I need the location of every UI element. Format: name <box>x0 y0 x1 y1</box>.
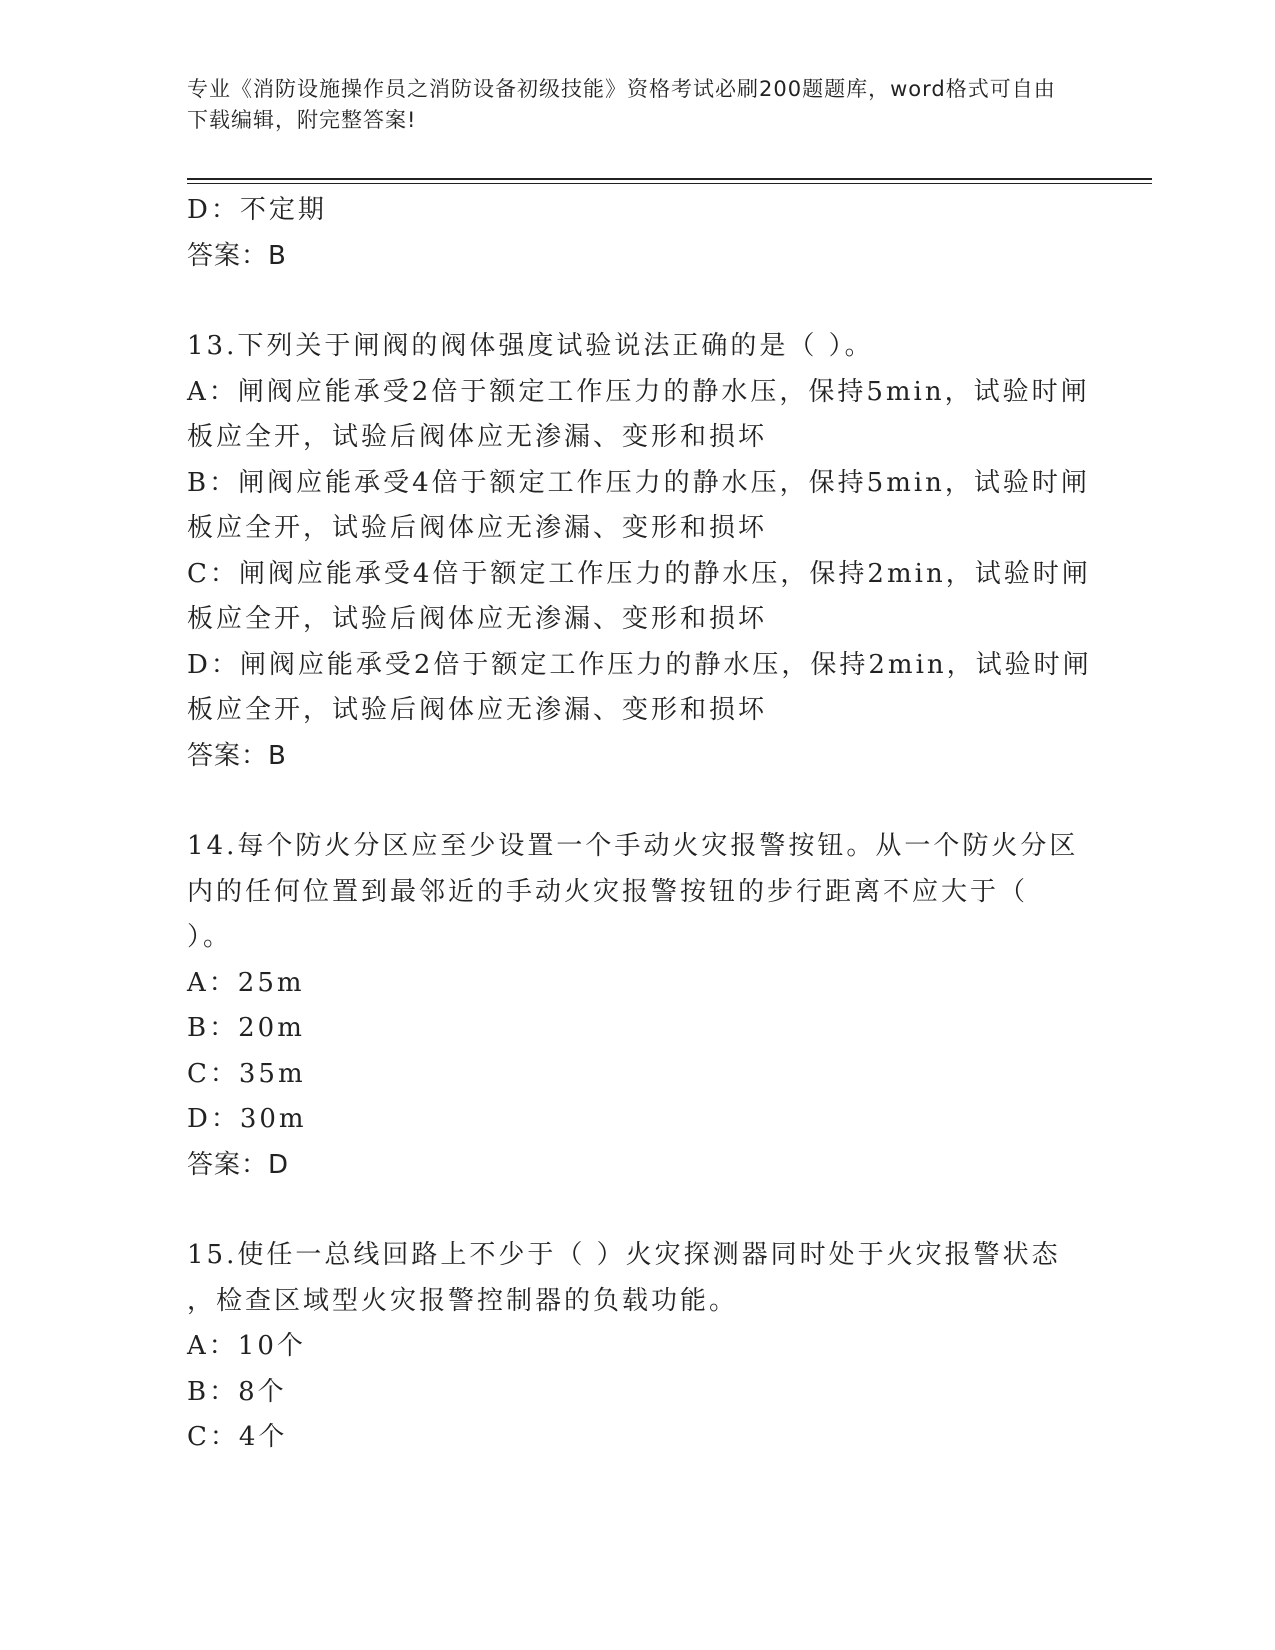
option-c-line-1: C：闸阀应能承受4倍于额定工作压力的静水压，保持2min，试验时闸 <box>187 558 1091 589</box>
question-gap <box>187 779 1087 824</box>
question-14 <box>187 824 1087 1188</box>
question-gap <box>187 1188 1087 1233</box>
question-text-line-3: ）。 <box>187 922 233 952</box>
option-b-line-2: 板应全开，试验后阀体应无渗漏、变形和损坏 <box>187 513 768 543</box>
question-text-line-1: 15.使任一总线回路上不少于（ ）火灾探测器同时处于火灾报警状态 <box>187 1240 1061 1270</box>
question-13 <box>187 324 1092 779</box>
option-a: A：10个 <box>187 1331 306 1361</box>
option-line: D：不定期 <box>187 195 327 225</box>
option-c: C：4个 <box>187 1422 288 1452</box>
option-d: D：30m <box>187 1104 307 1134</box>
header-rule <box>187 178 1152 180</box>
option-d-line-2: 板应全开，试验后阀体应无渗漏、变形和损坏 <box>187 695 768 725</box>
option-a: A：25m <box>187 967 305 998</box>
header-rule-thin <box>187 183 1152 184</box>
option-c: C：35m <box>187 1058 306 1089</box>
answer-line: 答案：B <box>187 740 287 771</box>
document-header: 专业《消防设施操作员之消防设备初级技能》资格考试必刷200题题库，word格式可自由下载编辑，附完整答案! <box>187 77 1056 132</box>
question-text-line-1: 14.每个防火分区应至少设置一个手动火灾报警按钮。从一个防火分区 <box>187 831 1079 861</box>
question-text-line-2: 内的任何位置到最邻近的手动火灾报警按钮的步行距离不应大于（ <box>187 876 1029 907</box>
option-c-line-2: 板应全开，试验后阀体应无渗漏、变形和损坏 <box>187 604 768 634</box>
option-a-line-2: 板应全开，试验后阀体应无渗漏、变形和损坏 <box>187 422 768 452</box>
option-d-line-1: D：闸阀应能承受2倍于额定工作压力的静水压，保持2min，试验时闸 <box>187 649 1092 680</box>
option-b: B：8个 <box>187 1376 287 1407</box>
document-body <box>187 188 1092 1461</box>
answer-line: 答案：B <box>187 240 287 271</box>
answer-line: 答案：D <box>187 1149 290 1180</box>
option-b-line-1: B：闸阀应能承受4倍于额定工作压力的静水压，保持5min，试验时闸 <box>187 467 1090 498</box>
question-15 <box>187 1233 1087 1461</box>
question-text-line-2: ，检查区域型火灾报警控制器的负载功能。 <box>187 1285 739 1316</box>
question-text: 13.下列关于闸阀的阀体强度试验说法正确的是（ ）。 <box>187 331 874 361</box>
question-gap <box>187 279 1087 324</box>
option-b: B：20m <box>187 1013 305 1043</box>
option-a-line-1: A：闸阀应能承受2倍于额定工作压力的静水压，保持5min，试验时闸 <box>187 376 1090 407</box>
